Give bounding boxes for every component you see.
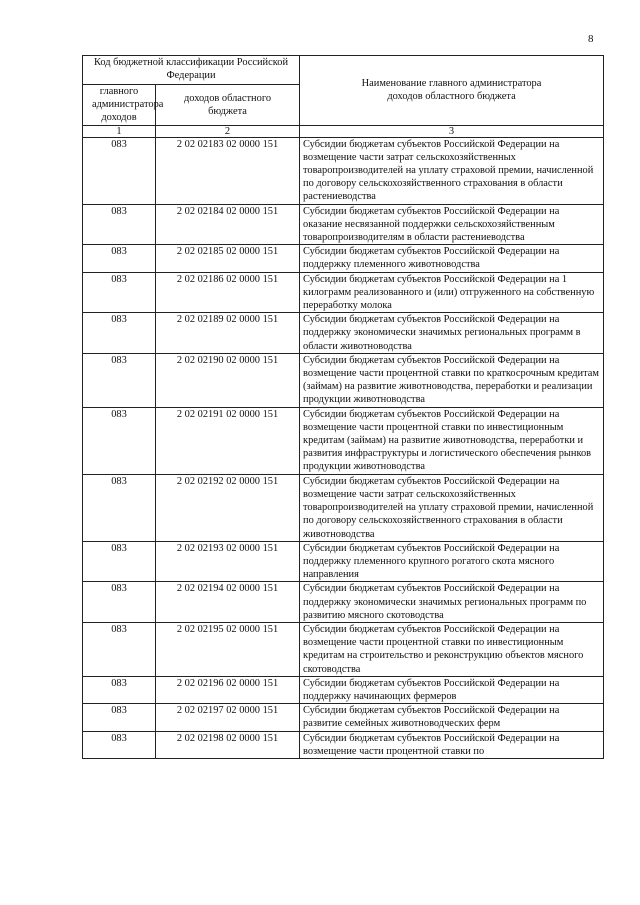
- table-row: [83, 137, 604, 204]
- table-row: [83, 204, 604, 245]
- table-row: [83, 313, 604, 354]
- admin-code-cell: 083: [83, 272, 156, 313]
- header-admin-column: [83, 85, 164, 126]
- table-row: [83, 582, 604, 623]
- column-number: 3: [300, 125, 604, 137]
- income-code-cell: 2 02 02192 02 0000 151: [156, 474, 300, 541]
- header-income-column: [156, 85, 300, 126]
- admin-code-cell: 083: [83, 731, 156, 758]
- income-name-cell: Субсидии бюджетам субъектов Российской Федерации на возмещение части процентной ставки по: [300, 731, 604, 758]
- income-name-cell: Субсидии бюджетам субъектов Российской Федерации на поддержку начинающих фермеров: [300, 676, 604, 703]
- admin-code-cell: 083: [83, 676, 156, 703]
- budget-classification-table: [82, 55, 604, 759]
- table-row: [83, 353, 604, 407]
- income-code-cell: 2 02 02190 02 0000 151: [156, 353, 300, 407]
- table-row: [83, 731, 604, 758]
- income-name-cell: Субсидии бюджетам субъектов Российской Федерации на поддержку племенного животноводства: [300, 245, 604, 272]
- page-number: 8: [588, 33, 594, 45]
- table-row: [83, 541, 604, 582]
- income-name-cell: Субсидии бюджетам субъектов Российской Федерации на возмещение части процентной ставки по инвестиционным кредитам на строительство и реконструкцию объектов мясного скотоводства: [300, 622, 604, 676]
- income-code-cell: 2 02 02193 02 0000 151: [156, 541, 300, 582]
- income-name-cell: Субсидии бюджетам субъектов Российской Федерации на возмещение части затрат сельскохозяйственных товаропроизводителей на уплату страховой премии, начисленной по договору сельскохозяйственного страхования в области животноводства: [300, 474, 604, 541]
- admin-code-cell: 083: [83, 353, 156, 407]
- column-number: 1: [83, 125, 156, 137]
- table-row: [83, 704, 604, 731]
- income-name-cell: Субсидии бюджетам субъектов Российской Федерации на возмещение части процентной ставки по краткосрочным кредитам (займам) на развитие животноводства, переработки и реализации продукции животноводства: [300, 353, 604, 407]
- table-row: [83, 245, 604, 272]
- header-name-text: Наименование главного администратора доходов областного бюджета: [361, 78, 542, 103]
- income-name-cell: Субсидии бюджетам субъектов Российской Федерации на возмещение части процентной ставки по инвестиционным кредитам (займам) на развитие животноводства, переработки и развития инфраструктуры и логистического обеспечения рынков продукции животноводства: [300, 407, 604, 474]
- income-code-cell: 2 02 02183 02 0000 151: [156, 137, 300, 204]
- income-name-cell: Субсидии бюджетам субъектов Российской Федерации на 1 килограмм реализованного и (или) отгруженного на собственную переработку молока: [300, 272, 604, 313]
- table-row: [83, 272, 604, 313]
- income-code-cell: 2 02 02198 02 0000 151: [156, 731, 300, 758]
- table-row: [83, 407, 604, 474]
- income-name-cell: Субсидии бюджетам субъектов Российской Федерации на развитие семейных животноводческих ферм: [300, 704, 604, 731]
- admin-code-cell: 083: [83, 541, 156, 582]
- header-admin-text: главного администратора доходов: [92, 86, 164, 124]
- table-row: [83, 474, 604, 541]
- admin-code-cell: 083: [83, 245, 156, 272]
- income-code-cell: 2 02 02189 02 0000 151: [156, 313, 300, 354]
- income-name-cell: Субсидии бюджетам субъектов Российской Федерации на оказание несвязанной поддержки сельскохозяйственным товаропроизводителям в области растениеводства: [300, 204, 604, 245]
- header-income-text: доходов областного бюджета: [183, 92, 272, 117]
- income-code-cell: 2 02 02196 02 0000 151: [156, 676, 300, 703]
- income-name-cell: Субсидии бюджетам субъектов Российской Федерации на поддержку экономически значимых региональных программ по развитию мясного скотоводства: [300, 582, 604, 623]
- header-name-column: [300, 56, 604, 126]
- table-row: [83, 676, 604, 703]
- income-code-cell: 2 02 02191 02 0000 151: [156, 407, 300, 474]
- admin-code-cell: 083: [83, 622, 156, 676]
- admin-code-cell: 083: [83, 313, 156, 354]
- admin-code-cell: 083: [83, 137, 156, 204]
- column-number: 2: [156, 125, 300, 137]
- income-name-cell: Субсидии бюджетам субъектов Российской Федерации на поддержку экономически значимых региональных программ в области животноводства: [300, 313, 604, 354]
- income-code-cell: 2 02 02197 02 0000 151: [156, 704, 300, 731]
- header-classification-group: Код бюджетной классификации Российской Федерации: [83, 56, 300, 85]
- table-row: [83, 622, 604, 676]
- admin-code-cell: 083: [83, 704, 156, 731]
- income-name-cell: Субсидии бюджетам субъектов Российской Федерации на возмещение части затрат сельскохозяйственных товаропроизводителей на уплату страховой премии, начисленной по договору сельскохозяйственного страхования в области растениеводства: [300, 137, 604, 204]
- admin-code-cell: 083: [83, 204, 156, 245]
- income-name-cell: Субсидии бюджетам субъектов Российской Федерации на поддержку племенного крупного рогатого скота мясного направления: [300, 541, 604, 582]
- income-code-cell: 2 02 02185 02 0000 151: [156, 245, 300, 272]
- admin-code-cell: 083: [83, 474, 156, 541]
- income-code-cell: 2 02 02186 02 0000 151: [156, 272, 300, 313]
- income-code-cell: 2 02 02194 02 0000 151: [156, 582, 300, 623]
- admin-code-cell: 083: [83, 407, 156, 474]
- admin-code-cell: 083: [83, 582, 156, 623]
- income-code-cell: 2 02 02195 02 0000 151: [156, 622, 300, 676]
- income-code-cell: 2 02 02184 02 0000 151: [156, 204, 300, 245]
- table-body: [83, 137, 604, 758]
- column-number-row: [83, 125, 604, 137]
